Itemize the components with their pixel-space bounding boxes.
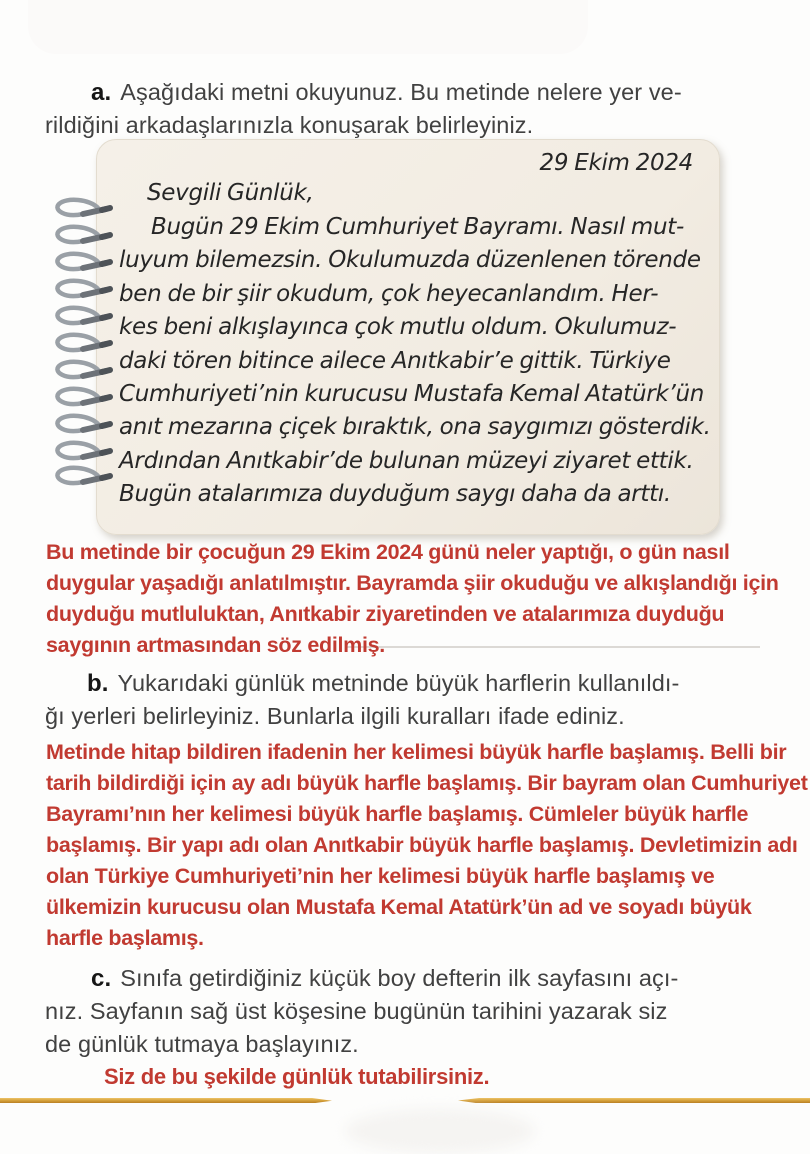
answer-a-line: duygular yaşadığı anlatılmıştır. Bayramda şiir okuduğu ve alkışlandığı için (46, 571, 779, 595)
diary-line: kes beni alkışlayınca çok mutlu oldum. Okulumuz- (119, 314, 677, 341)
diary-line: anıt mezarına çiçek bıraktık, ona saygımızı gösterdik. (119, 414, 711, 441)
instruction-b (45, 667, 757, 733)
answer-a-line: duyduğu mutluluktan, Anıtkabir ziyaretinden ve atalarımıza duyduğu (46, 602, 725, 626)
diary-line: daki tören bitince ailece Anıtkabir’e gittik. Türkiye (119, 347, 671, 374)
answer-a-line: saygının artmasından söz edilmiş. (46, 633, 385, 657)
instruction-c-line3: de günlük tutmaya başlayınız. (45, 1031, 359, 1057)
page-divider-left (0, 1098, 332, 1103)
answer-b-line: harfle başlamış. (46, 926, 204, 950)
instruction-c (45, 962, 757, 1061)
answer-b-line: Metinde hitap bildiren ifadenin her kelimesi büyük harfle başlamış. Belli bir (46, 740, 787, 764)
diary-notebook-card (96, 139, 720, 535)
answer-b-line: başlamış. Bir yapı adı olan Anıtkabir büyük harfle başlamış. Devletimizin adı (46, 833, 798, 857)
answer-a-line: Bu metinde bir çocuğun 29 Ekim 2024 günü neler yaptığı, o gün nasıl (46, 540, 730, 564)
answer-b (46, 737, 808, 954)
diary-body (119, 214, 711, 515)
diary-line: luyum bilemezsin. Okulumuzda düzenlenen törende (119, 247, 701, 274)
instruction-a (45, 76, 757, 142)
instruction-a-marker: a. (91, 79, 112, 106)
instruction-c-line1: Sınıfa getirdiğiniz küçük boy defterin ilk sayfasını açı- (120, 965, 679, 991)
cropped-bottom-remnant (345, 1108, 535, 1154)
instruction-b-line2: ğı yerleri belirleyiniz. Bunlarla ilgili kuralları ifade ediniz. (45, 703, 625, 729)
diary-line: ben de bir şiir okudum, çok heyecanlandım. Her- (119, 280, 659, 307)
answer-b-line: tarih bildirdiği için ay adı büyük harfle başlamış. Bir bayram olan Cumhuriyet (46, 771, 808, 795)
answer-b-line: Bayramı’nın her kelimesi büyük harfle başlamış. Cümleler büyük harfle (46, 802, 749, 826)
answer-b-line: ülkemizin kurucusu olan Mustafa Kemal Atatürk’ün ad ve soyadı büyük (46, 895, 752, 919)
instruction-a-line2: rildiğini arkadaşlarınızla konuşarak belirleyiniz. (45, 112, 534, 138)
spiral-binding-icon (52, 197, 118, 497)
answer-c: Siz de bu şekilde günlük tutabilirsiniz. (104, 1064, 490, 1089)
diary-line: Bugün atalarımıza duyduğum saygı daha da arttı. (119, 481, 671, 508)
instruction-c-line2: nız. Sayfanın sağ üst köşesine bugünün tarihini yazarak siz (45, 998, 668, 1024)
instruction-b-line1: Yukarıdaki günlük metninde büyük harflerin kullanıldı- (117, 670, 680, 696)
instruction-c-marker: c. (91, 965, 112, 992)
diary-line: Cumhuriyeti’nin kurucusu Mustafa Kemal Atatürk’ün (119, 380, 705, 407)
diary-line: Bugün 29 Ekim Cumhuriyet Bayramı. Nasıl mut- (151, 214, 685, 240)
cropped-top-remnant (28, 0, 588, 54)
instruction-b-marker: b. (87, 670, 109, 697)
instruction-a-line1: Aşağıdaki metni okuyunuz. Bu metinde nelere yer ve- (120, 79, 682, 105)
diary-line: Ardından Anıtkabir’de bulunan müzeyi ziyaret ettik. (119, 447, 694, 474)
answer-a (46, 537, 791, 661)
diary-date: 29 Ekim 2024 (539, 150, 693, 176)
answer-b-line: olan Türkiye Cumhuriyeti’nin her kelimesi büyük harfle başlamış ve (46, 864, 715, 888)
diary-salutation: Sevgili Günlük, (147, 180, 314, 206)
page-divider-right (458, 1098, 810, 1103)
